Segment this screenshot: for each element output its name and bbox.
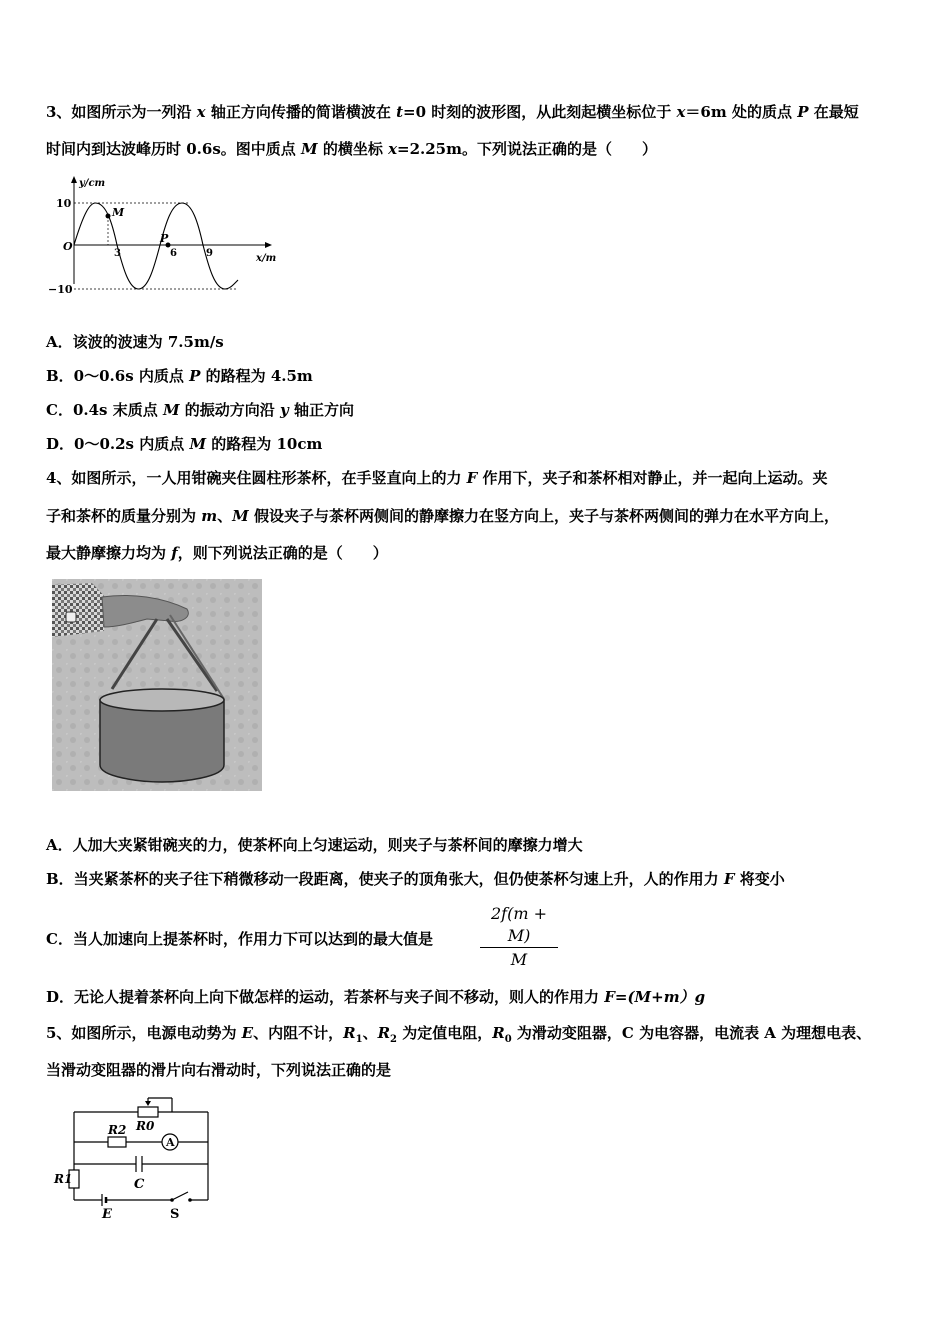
- q3-text: 轴正方向传播的简谐横波在: [205, 103, 397, 121]
- q4-var: M: [232, 507, 249, 525]
- y-bottom-label: −10: [48, 283, 73, 296]
- option-text: 的振动方向沿: [179, 401, 280, 419]
- p-label: P: [160, 232, 169, 245]
- q4-text: 最大静摩擦力均为: [46, 544, 172, 562]
- option-var: F: [723, 870, 735, 888]
- q5-sub: 2: [390, 1034, 398, 1045]
- q4-var: m: [201, 507, 218, 525]
- x-axis-arrow: [265, 242, 272, 248]
- q3-var: x: [196, 103, 206, 121]
- q5-text: 、: [362, 1024, 378, 1042]
- q5-var: E: [241, 1024, 254, 1042]
- x-tick-9: 9: [206, 248, 213, 259]
- q3-var: x: [388, 140, 398, 158]
- r1-label: R1: [54, 1172, 73, 1186]
- x-axis-label: x/m: [256, 253, 277, 264]
- option-text: 轴正方向: [288, 401, 354, 419]
- option-text: 的路程为 4.5m: [200, 367, 313, 385]
- q3-var: t: [396, 103, 404, 121]
- q3-option-a[interactable]: A．该波的波速为 7.5m/s: [46, 333, 224, 351]
- option-text: D．无论人提着茶杯向上向下做怎样的运动，若茶杯与夹子间不移动，则人的作用力: [46, 988, 605, 1006]
- option-text: C．0.4s 末质点: [46, 401, 163, 419]
- fraction-formula: [480, 903, 558, 972]
- q5-stem-line2: 当滑动变阻器的滑片向右滑动时，下列说法正确的是: [46, 1061, 392, 1079]
- r2-resistor: [108, 1137, 126, 1147]
- q3-text: ＝6m 处的质点: [685, 103, 798, 121]
- x-tick-6: 6: [170, 248, 177, 259]
- q4-text: 假设夹子与茶杯两侧间的静摩擦力在竖方向上，夹子与茶杯两侧间的弹力在水平方向上，: [248, 507, 839, 525]
- q5-var: R: [492, 1024, 505, 1042]
- cufflink: [66, 612, 76, 622]
- q3-text: 在最短: [808, 103, 859, 121]
- m-label: M: [112, 206, 125, 219]
- ammeter-label: A: [166, 1136, 175, 1149]
- slider-arrow: [145, 1101, 151, 1106]
- q5-text: 、内阻不计，: [253, 1024, 344, 1042]
- q3-text: 3、如图所示为一列沿: [46, 103, 197, 121]
- r0-label: R0: [136, 1119, 155, 1133]
- q3-text: 时间内到达波峰历时 0.6s。图中质点: [46, 140, 301, 158]
- q4-option-c[interactable]: [46, 929, 433, 949]
- q3-text: =0 时刻的波形图，从此刻起横坐标位于: [403, 103, 677, 121]
- circuit-diagram: [50, 1090, 220, 1225]
- q4-var: f: [171, 544, 178, 562]
- option-text: 将变小: [734, 870, 785, 888]
- q5-sub: 1: [355, 1034, 363, 1045]
- option-var: y: [280, 401, 289, 419]
- option-text: B．当夹紧茶杯的夹子往下稍微移动一段距离，使夹子的顶角张大，但仍使茶杯匀速上升，人的作用力: [46, 870, 724, 888]
- option-text: 的路程为 10cm: [206, 435, 323, 453]
- y-axis-label: y/cm: [79, 178, 106, 189]
- r0-resistor: [138, 1107, 158, 1117]
- switch-label: S: [170, 1207, 180, 1222]
- sleeve: [52, 583, 107, 637]
- q3-option-c[interactable]: [46, 400, 354, 420]
- q5-text: 为滑动变阻器，C 为电容器，电流表 A 为理想电表、: [511, 1024, 872, 1042]
- q5-var: R: [377, 1024, 391, 1042]
- wave-tail: [225, 280, 238, 289]
- option-var: P: [189, 367, 201, 385]
- q3-stem-line2: [46, 139, 657, 159]
- q5-stem-line1: [46, 1023, 871, 1050]
- q5-text: 5、如图所示，电源电动势为: [46, 1024, 242, 1042]
- fraction-numerator: 2f(m + M): [480, 903, 558, 948]
- q4-var: F: [466, 469, 478, 487]
- q4-option-b[interactable]: [46, 869, 785, 889]
- q5-var: R: [343, 1024, 356, 1042]
- switch-contact: [188, 1198, 192, 1202]
- y-axis-arrow: [71, 176, 77, 183]
- q3-text: =2.25m。下列说法正确的是（ ）: [397, 140, 657, 158]
- q4-text: 子和茶杯的质量分别为: [46, 507, 202, 525]
- y-top-label: 10: [56, 197, 72, 210]
- r2-label: R2: [108, 1123, 127, 1137]
- q4-text: 作用下，夹子和茶杯相对静止，并一起向上运动。夹: [477, 469, 828, 487]
- option-text: B．0～0.6s 内质点: [46, 367, 190, 385]
- point-m: [106, 214, 111, 219]
- wave-figure: [46, 172, 286, 302]
- option-formula: F=(M+m）g: [604, 988, 706, 1006]
- x-tick-3: 3: [114, 248, 121, 259]
- q4-stem-line2: [46, 506, 839, 526]
- q4-stem-line1: [46, 468, 828, 488]
- capacitor-label: C: [134, 1177, 145, 1192]
- option-var: M: [189, 435, 207, 453]
- option-text: C．当人加速向上提茶杯时，作用力下可以达到的最大值是: [46, 930, 433, 948]
- cup-body: [100, 700, 224, 782]
- q5-sub: 0: [504, 1034, 512, 1045]
- teacup-photo: [52, 579, 262, 791]
- q4-text: ，则下列说法正确的是（ ）: [177, 544, 388, 562]
- q5-text: 为定值电阻，: [397, 1024, 493, 1042]
- q3-var: M: [301, 140, 318, 158]
- fraction-denominator: M: [510, 950, 528, 969]
- battery-label: E: [102, 1207, 112, 1222]
- q3-text: 的横坐标: [317, 140, 389, 158]
- switch-pivot: [170, 1198, 174, 1202]
- origin-label: O: [63, 240, 73, 253]
- option-var: M: [162, 401, 180, 419]
- q3-option-d[interactable]: [46, 434, 322, 454]
- q4-text: 4、如图所示，一人用钳碗夹住圆柱形茶杯，在手竖直向上的力: [46, 469, 467, 487]
- cup-rim: [100, 689, 224, 711]
- q4-option-d[interactable]: [46, 987, 705, 1007]
- q4-stem-line3: [46, 543, 388, 563]
- q3-var: x: [676, 103, 686, 121]
- wave-curve: [74, 203, 225, 289]
- q3-var: P: [797, 103, 809, 121]
- q4-text: 、: [217, 507, 233, 525]
- q3-stem-line1: [46, 102, 859, 122]
- switch-blade: [172, 1192, 188, 1200]
- q3-option-b[interactable]: [46, 366, 313, 386]
- option-text: D．0～0.2s 内质点: [46, 435, 190, 453]
- q4-option-a[interactable]: A．人加大夹紧钳碗夹的力，使茶杯向上匀速运动，则夹子与茶杯间的摩擦力增大: [46, 836, 583, 854]
